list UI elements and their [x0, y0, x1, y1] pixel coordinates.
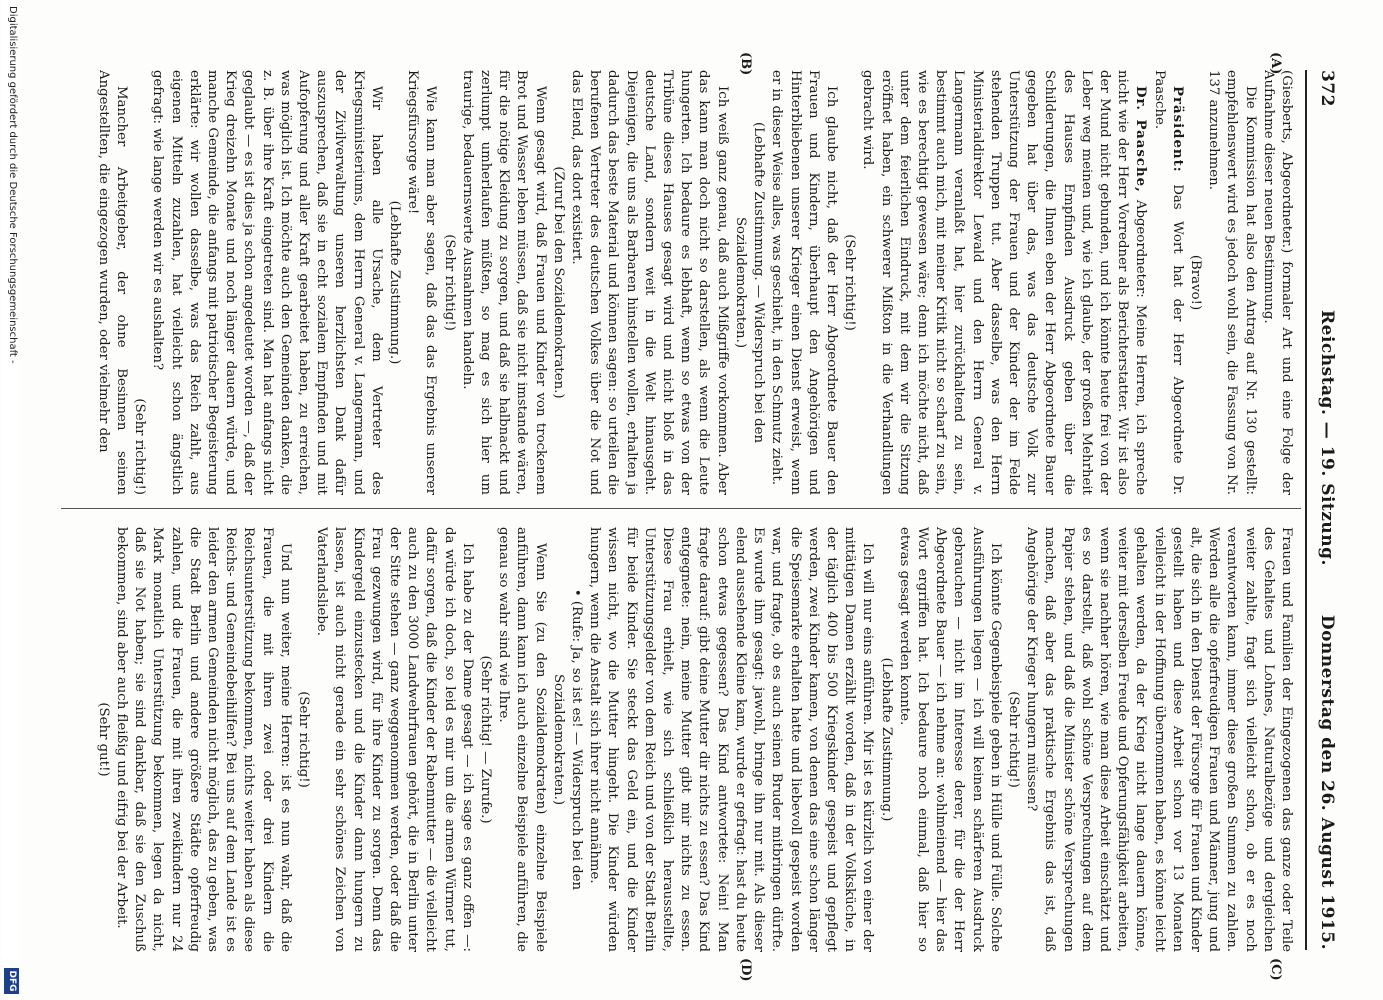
- speech-text: Abgeordneter: Meine Herren, ich spreche nicht wie der Herr Vorredner als Berichterstatter. Wir ist also der Mund nicht gebunden, und ich könnte heute frei von der Leber weg meinen und, wie ich glaube, der großen Mehrheit des Hauses Empfinden Ausdruck geben über die Schilderungen, die Ihnen eben der Herr Abgeordnete Bauer gegeben hat über das, was das deutsche Volk zur Unterstützung der Frauen und der Kinder der im Felde stehenden Truppen tut. Aber dasselbe, was den Herrn Ministerialdirektor Lewald und den Herrn General v. Langermann veranlaßt hat, hier zurückhaltend zu sein, bestimmt auch mich, mit meiner Kritik nicht so scharf zu sein, wie es berechtigt gewesen wäre; denn ich möchte nicht, daß unter dem feierlichen Eindruck, mit dem wir die Sitzung eröffnet haben, ein schwerer Mißton in die Verhandlungen gebracht wird.: [860, 70, 1149, 495]
- interjection: (Sehr richtig!): [1005, 691, 1021, 788]
- interjection: (Sehr richtig!): [441, 234, 457, 331]
- margin-marker-d: (D): [738, 958, 753, 982]
- interjection: (Sehr richtig!): [842, 234, 858, 331]
- paragraph: Ich könnte Gegenbeispiele geben in Hülle und Fülle. Solche Ausführungen liegen — ich will keinen schärferen Ausdruck gebrauchen — nicht im Interesse derer, für die der Herr Abgeordnete Bauer — ich nehme an: wohlmeinend — hier das Wort ergriffen hat. Ich bedaure noch einmal, daß hier so etwas gesagt werden konnte.: [896, 527, 1003, 952]
- paragraph: Wir haben alle Ursache, dem Vertreter des Kriegsministeriums, dem Herrn General v. Langermann, und der Zivilverwaltung unseren herzlichsten Dank dafür auszusprechen, daß sie in echt sozialem Empfinden und mit Aufopferung und aller Kraft gearbeitet haben, zu erreichen, was möglich ist. Ich möchte auch den Gemeinden danken, die z. B. über ihre Kraft eingetreten sind. Man hat anfangs nicht geglaubt — es ist dies ja schon angedeutet worden —, daß der Krieg dreizehn Monate und noch länger dauern würde, und manche Gemeinde, die anfangs mit patriotischer Begeisterung erklärte: wir wollen dasselbe, was das Reich zahlt, aus eigenen Mitteln zuzahlen, hat vielleicht schon ängstlich gefragt: wie lange werden wir es aushalten?: [150, 70, 384, 495]
- paragraph: Wie kann man aber sagen, daß das das Ergebnis unserer Kriegsfürsorge wäre!: [405, 70, 439, 495]
- interjection: (Sehr richtig! — Zurufe.): [478, 655, 494, 824]
- margin-marker-a: (A): [1268, 52, 1283, 75]
- paragraph: Die Kommission hat also den Antrag auf Nr. 130 gestellt: empfehlenswert wird es jedoch wohl sein, die Fassung von Nr. 137 anzunehmen.: [1206, 70, 1258, 495]
- page-number: 372: [1317, 70, 1337, 107]
- interjection: (Lebhafte Zustimmung. — Widerspruch bei den Sozialdemokraten.): [732, 121, 767, 444]
- paragraph: Wenn gesagt wird, daß Frauen und Kinder von trockenem Brot und Wasser leben müssen, daß sie nicht imstande wären, für die nötige Kleidung zu sorgen, und daß sie halbnackt und zerlumpt umherlaufen müßten, so mag es sich hier um traurige, bedauernswerte Ausnahmen handeln.: [459, 70, 548, 495]
- speech-text: Das Wort hat der Herr Abgeordnete Dr. Paasche.: [1151, 70, 1185, 495]
- column-divider: [61, 508, 1301, 509]
- paragraph: (Giesberts, Abgeordneter.) formaler Art und eine Folge der Aufnahme dieser neuen Bestimmung.: [1260, 70, 1294, 495]
- margin-marker-c: (C): [1268, 958, 1283, 981]
- interjection: (Lebhafte Zustimmung.): [878, 657, 894, 822]
- interjection: (Lebhafte Zustimmung.): [387, 200, 403, 365]
- paragraph: Ich glaube nicht, daß der Herr Abgeordnete Bauer den Frauen und Kindern, überhaupt den Angehörigen und Hinterbliebenen unserer Krieger einen Dienst erweist, wenn er in dieser Weise alles, was geschieht, in den Schmutz zieht.: [769, 70, 839, 495]
- interjection: (Bravo!): [1187, 254, 1203, 311]
- interjection: • (Rufe: Ja, so ist es! — Widerspruch bei den Sozialdemokraten.): [550, 588, 585, 891]
- footer-text: Digitalisierung gefördert durch die Deutsche Forschungsgemeinschaft -: [7, 6, 18, 364]
- speaker-paragraph: [1149, 70, 1185, 495]
- header-title: Reichstag. — 19. Sitzung.: [1317, 310, 1337, 566]
- right-column: [65, 527, 1295, 952]
- margin-marker-b: (B): [738, 52, 753, 76]
- page-header: [1313, 70, 1343, 950]
- footer: [2, 0, 20, 1000]
- paragraph: Ich habe zu der Dame gesagt — ich sage es ganz offen —: da würde ich doch, so leid es mir um die armen Würmer tut, dafür sorgen, daß die Kinder der Rabenmutter — die vielleicht auch zu den 3000 Landwehrfrauen gehört, die in Berlin unter der Sitte stehen — ganz weggenommen werden, oder daß die Frau gezwungen wird, für ihre Kinder zu sorgen. Denn das Kindergeld einzustecken und die Kinder dann hungern zu lassen, ist auch nicht gerade ein sehr schönes Zeichen von Vaterlandsliebe.: [314, 527, 475, 952]
- interjection: (Sehr richtig!): [132, 398, 148, 495]
- paragraph: Frauen und Familien der Eingezogenen das ganze oder Teile des Gehaltes und Lohnes, Naturalbezüge und dergleichen weiter zahlte, fragt sich vielleicht schon, ob er es noch verantworten kann, immer diese großen Summen zu zahlen. Werden alle die opferfreudigen Frauen und Männer, jung und alt, die sich in den Dienst der Fürsorge für Frauen und Kinder gestellt haben und diese Arbeit schon vor 13 Monaten vielleicht in der Hoffnung übernommen haben, es könne leicht gehalten werden, da der Krieg nicht lange dauern könne, weiter mit derselben Freude und Opferungsfähigkeit arbeiten, wenn sie nachher hören, wie man diese Arbeit einschätzt und es so darstellt, daß wohl schöne Versprechungen auf dem Papier stehen, und daß die Minister schöne Versprechungen machen, daß aber das praktische Ergebnis das ist, daß Angehörige der Krieger hungern müssen?: [1024, 527, 1294, 952]
- paragraph: Wenn Sie (zu den Sozialdemokraten) einzelne Beispiele anführen, dann kann ich auch einzelne Beispiele anführen, die genau so wahr sind wie Ihre.: [496, 527, 548, 952]
- interjection: (Sehr gut!): [95, 702, 111, 777]
- interjection: (Zuruf bei den Sozialdemokraten.): [550, 166, 566, 399]
- header-rule: [1305, 70, 1307, 950]
- interjection: (Sehr richtig!): [296, 691, 312, 788]
- left-column: [65, 70, 1295, 495]
- header-date: Donnerstag den 26. August 1915.: [1317, 614, 1337, 950]
- speaker-name: Dr. Paasche,: [1133, 86, 1149, 193]
- paragraph: Ich will nur eins anführen. Mir ist es kürzlich von einer der mittätigen Damen erzählt worden, daß in der Volksküche, in der täglich 400 bis 500 Kriegskinder gespeist und gepflegt werden, zwei Kinder kamen, von denen das eine schon länger die Speisemarke erhalten hatte und liebevoll gespeist worden war, und fragte, ob es auch seinen Bruder mitbringen dürfte. Es wurde ihm gesagt: jawohl, bringe ihn nur mit. Als dieser elend aussehende Kleine kam, wurde er gefragt: hast du heute schon etwas gegessen? Das Kind antwortete: Nein! Man fragte darauf: gibt deine Mutter dir nichts zu essen? Das Kind entgegnete: nein, meine Mutter gibt mir nichts zu essen. Diese Frau erhielt, wie sich schließlich herausstellte, Unterstützungsgelder von dem Reich und von der Stadt Berlin für beide Kinder. Sie steckt das Geld ein, und die Kinder wissen nicht, wo die Mutter hingeht. Die Kinder würden hungern, wenn die Anstalt sich ihrer nicht annähme.: [587, 527, 876, 952]
- speaker-name: Präsident:: [1169, 86, 1185, 173]
- dfg-logo: DFG: [4, 968, 19, 994]
- paragraph: Und nun weiter, meine Herren: ist es nun wahr, daß die Frauen, die mit ihren zwei oder drei Kindern die Reichsunterstützung bekommen, nichts weiter haben als diese Reichs- und Gemeindebeihilfen? Bei uns auf dem Lande ist es leider den armen Gemeinden nicht möglich, das zu geben, was die Stadt Berlin und andere größere Städte opferfreudig zahlen, und die Frauen, die mit ihren zweikindern nur 24 Mark monatlich Unterstützung bekommen, legen da nicht, daß sie Not haben; sie sind dankbar, daß sie den Zuschuß bekommen, sind aber auch fleißig und eifrig bei der Arbeit.: [114, 527, 293, 952]
- speaker-paragraph: [858, 70, 1149, 495]
- paragraph: Mancher Arbeitgeber, der ohne Besinnen seinen Angestellten, die eingezogen wurden, oder vielmehr den: [95, 70, 129, 495]
- paragraph: Ich weiß ganz genau, daß auch Mißgriffe vorkommen. Aber das kann man doch nicht so darstellen, als wenn die Leute hungerten. Ich bedaure es lebhaft, wenn so etwas von der Tribüne dieses Hauses gesagt wird und nicht bloß in das deutsche Land, sondern weit in die Welt hinausgeht. Diejenigen, die uns als Barbaren hinstellen wollen, erhalten ja dadurch das beste Material und können sagen: so urteilen die berufenen Vertreter des deutschen Volkes über die Not und das Elend, das dort existiert.: [569, 70, 730, 495]
